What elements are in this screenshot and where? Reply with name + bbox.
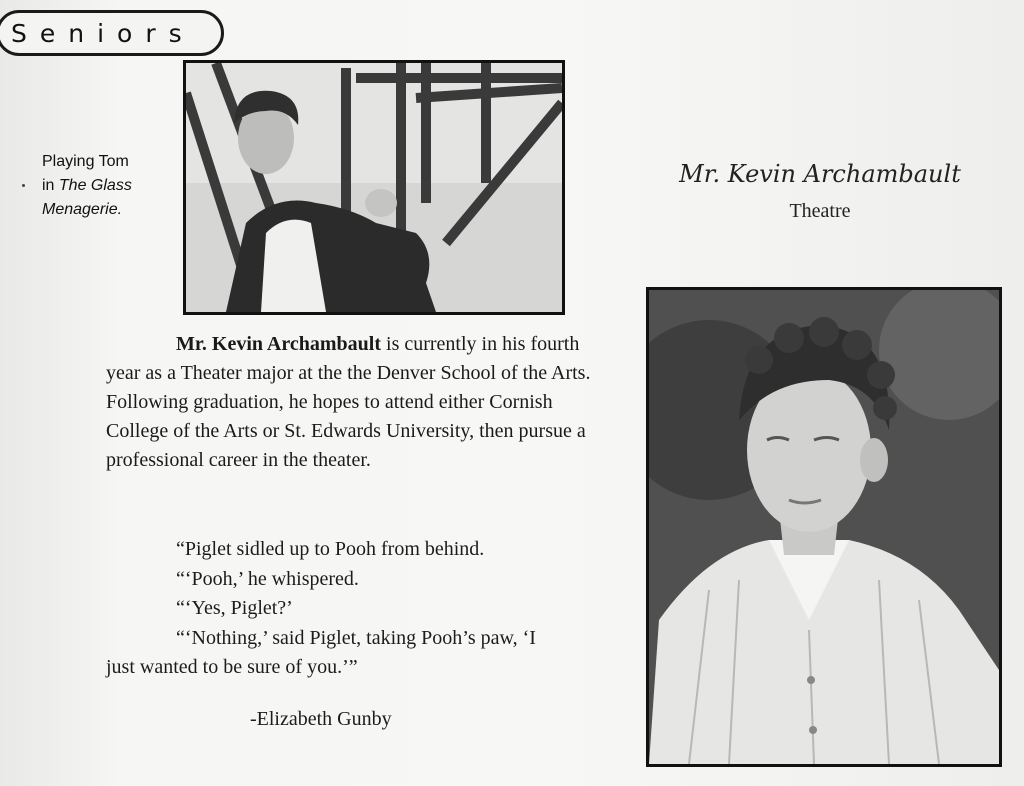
stage-photo: [183, 60, 565, 315]
department-label: Theatre: [789, 200, 851, 222]
quote-line: “‘Pooh,’ he whispered.: [176, 567, 359, 590]
quote-line: “‘Yes, Piglet?’: [176, 597, 293, 619]
caption-play-title-end: Menagerie.: [42, 201, 123, 218]
section-label: Seniors: [0, 10, 224, 56]
caption-prefix: in: [42, 177, 59, 194]
bio-paragraph: [106, 330, 616, 475]
senior-quote: [106, 535, 616, 683]
caption-line-1: Playing Tom: [42, 153, 129, 170]
caption-play-title: The Glass: [58, 177, 132, 194]
student-name-heading: Mr. Kevin Archambault: [679, 160, 961, 188]
quote-line: “‘Nothing,’ said Piglet, taking Pooh’s paw, ‘I: [176, 626, 536, 649]
bio-body: is currently in his fourth year as a Theater major at the the Denver School of the Arts. Following graduation, he hopes to attend either Cornish College of the Arts or St. Edwards University, then pursue a professional career in the theater.: [106, 333, 591, 471]
quote-line: “Piglet sidled up to Pooh from behind.: [176, 538, 485, 560]
senior-portrait: [646, 287, 1002, 767]
bio-name: Mr. Kevin Archambault: [176, 333, 382, 355]
quote-line: just wanted to be sure of you.’”: [106, 656, 358, 678]
photo-caption: [42, 150, 172, 222]
caption-line-2: [42, 174, 172, 198]
caption-line-3: [42, 198, 172, 222]
quote-attribution: -Elizabeth Gunby: [250, 708, 392, 730]
stray-mark: [22, 184, 25, 187]
bio-text: [106, 330, 616, 475]
